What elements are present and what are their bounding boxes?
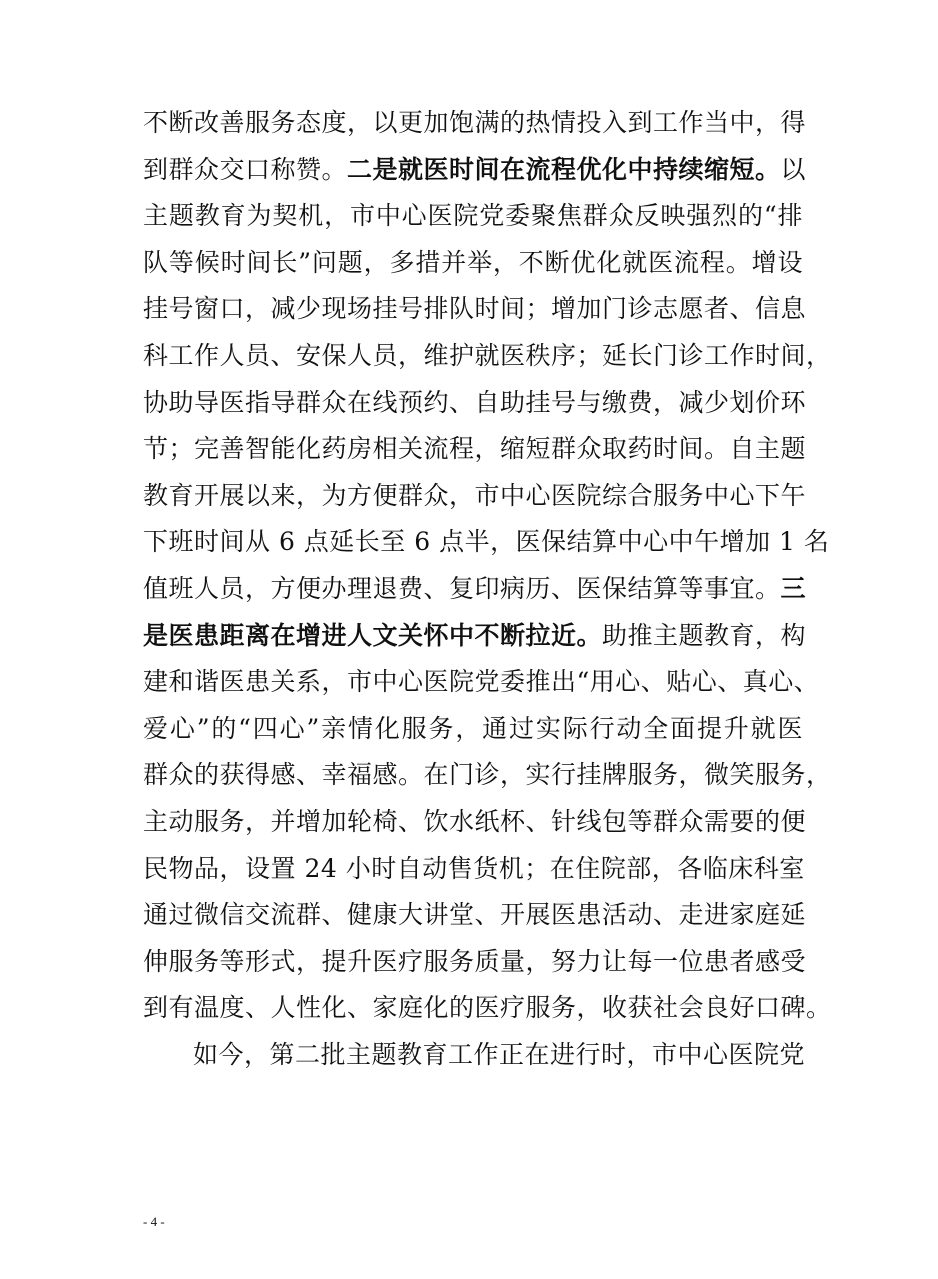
body-text (143, 100, 832, 1078)
text-segment: 民物品，设置 24 小时自动售货机；在住院部，各临床科室 (143, 853, 805, 883)
text-segment: 不断改善服务态度，以更加饱满的热情投入到工作当中，得 (143, 108, 807, 137)
text-segment: 群众的获得感、幸福感。在门诊，实行挂牌服务，微笑服务， (143, 760, 832, 790)
text-segment: 通过微信交流群、健康大讲堂、开展医患活动、走进家庭延 (143, 900, 807, 930)
text-line (143, 706, 803, 753)
text-segment: 建和谐医患关系，市中心医院党委推出“用心、贴心、真心、 (143, 667, 820, 697)
text-line (143, 333, 832, 380)
text-segment: 爱心”的“四心”亲情化服务，通过实际行动全面提升就医 (143, 713, 803, 743)
text-segment: 伸服务等形式，提升医疗服务质量，努力让每一位患者感受 (143, 946, 807, 976)
text-line (143, 752, 832, 799)
text-segment: 协助导医指导群众在线预约、自助挂号与缴费，减少划价环 (143, 387, 807, 417)
text-line (143, 426, 807, 473)
text-line (143, 286, 807, 333)
text-segment: 挂号窗口，减少现场挂号排队时间；增加门诊志愿者、信息 (143, 294, 807, 324)
text-segment: 以 (780, 154, 807, 184)
text-line (143, 380, 807, 427)
bold-text-segment: 二是就医时间在流程优化中持续缩短。 (347, 154, 781, 184)
text-segment: 下班时间从 6 点延长至 6 点半，医保结算中心中午增加 1 名 (143, 527, 830, 557)
text-line (143, 240, 803, 287)
text-line (143, 939, 807, 986)
text-segment: 到有温度、人性化、家庭化的医疗服务，收获社会良好口碑。 (143, 993, 832, 1023)
text-line (143, 659, 820, 706)
text-segment: 教育开展以来，为方便群众，市中心医院综合服务中心下午 (143, 480, 807, 510)
page-number: - 4 - (143, 1214, 165, 1229)
text-segment: 值班人员，方便办理退费、复印病历、医保结算等事宜。 (143, 573, 781, 603)
text-line (143, 613, 807, 660)
bold-text-segment: 是医患距离在增进人文关怀中不断拉近。 (143, 620, 603, 650)
text-segment: 如今，第二批主题教育工作正在进行时，市中心医院党 (193, 1039, 806, 1069)
text-segment: 到群众交口称赞。 (143, 154, 348, 184)
text-segment: 助推主题教育，构 (602, 620, 807, 650)
text-line (143, 892, 807, 939)
text-segment: 主动服务，并增加轮椅、饮水纸杯、针线包等群众需要的便 (143, 806, 807, 836)
text-line (143, 193, 803, 240)
bold-text-segment: 三 (780, 573, 807, 603)
text-line (143, 985, 832, 1032)
text-segment: 节；完善智能化药房相关流程，缩短群众取药时间。自主题 (143, 434, 807, 464)
text-line (143, 519, 830, 566)
text-line (143, 100, 807, 147)
text-segment: 队等候时间长”问题，多措并举，不断优化就医流程。增设 (143, 247, 803, 277)
text-line (143, 1032, 806, 1079)
text-line (143, 799, 807, 846)
text-line (143, 473, 807, 520)
text-line (143, 147, 807, 194)
text-line (143, 846, 803, 893)
text-segment: 主题教育为契机，市中心医院党委聚焦群众反映强烈的“排 (143, 201, 803, 231)
text-line (143, 566, 807, 613)
text-segment: 科工作人员、安保人员，维护就医秩序；延长门诊工作时间， (143, 340, 832, 370)
